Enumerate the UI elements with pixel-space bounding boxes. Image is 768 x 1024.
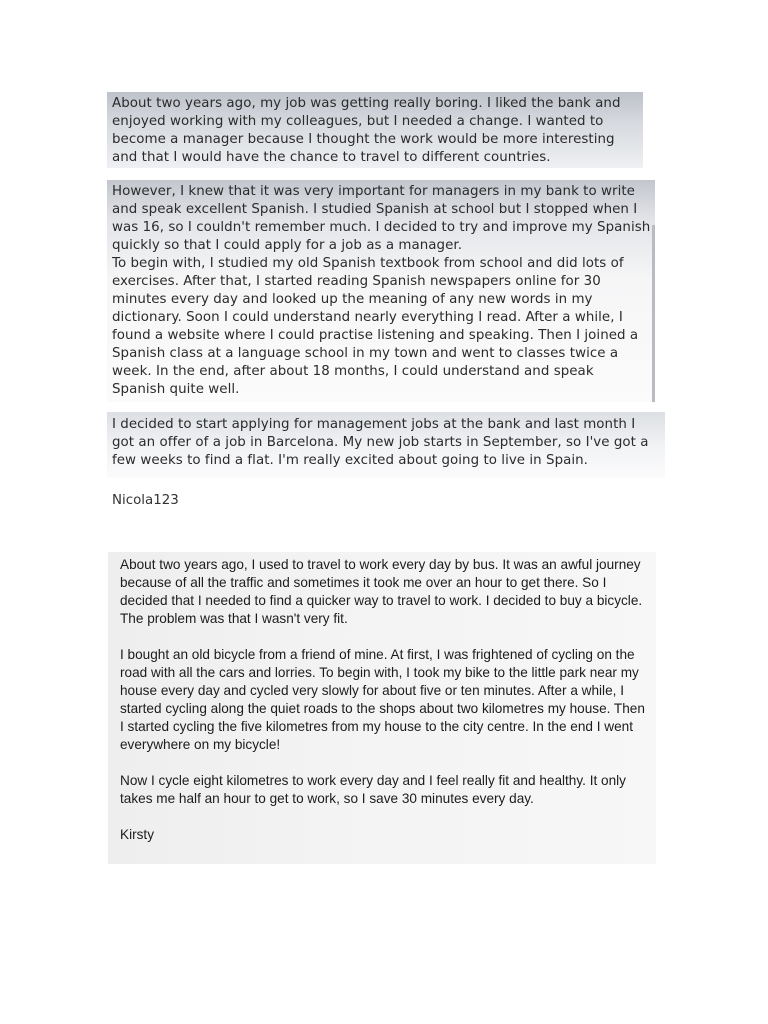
- kirsty-paragraph-2: I bought an old bicycle from a friend of mine. At first, I was frightened of cycling on the road with all the cars and lorries. To begin with, I took my bike to the little park near my house every day and cycled very slowly for about five or ten minutes. After a while, I started cycling along the quiet roads to the shops about two kilometres my house. Then I started cycling the five kilometres from my house to the city centre. In the end I went everywhere on my bicycle!: [120, 647, 645, 752]
- nicola-paragraph-3: [107, 412, 665, 478]
- nicola-paragraph-1: [107, 92, 643, 168]
- nicola-paragraph-1-text: About two years ago, my job was getting really boring. I liked the bank and enjoyed working with my colleagues, but I needed a change. I wanted to become a manager because I thought the work would be more interesting and that I would have the chance to travel to different countries.: [112, 96, 621, 165]
- nicola-signature: Nicola123: [112, 493, 179, 508]
- kirsty-story: [108, 552, 656, 864]
- nicola-paragraph-2: [107, 180, 655, 402]
- nicola-paragraph-3-text: I decided to start applying for management jobs at the bank and last month I got an offer of a job in Barcelona. My new job starts in September, so I've got a few weeks to find a flat. I'm really excited about going to live in Spain.: [112, 417, 649, 468]
- nicola-paragraph-2a-text: However, I knew that it was very important for managers in my bank to write and speak excellent Spanish. I studied Spanish at school but I stopped when I was 16, so I couldn't remember much. I decided to try and improve my Spanish quickly so that I could apply for a job as a manager.: [112, 184, 651, 253]
- kirsty-paragraph-3: Now I cycle eight kilometres to work every day and I feel really fit and healthy. It only takes me half an hour to get to work, so I save 30 minutes every day.: [120, 773, 626, 806]
- kirsty-paragraph-1: About two years ago, I used to travel to work every day by bus. It was an awful journey because of all the traffic and sometimes it took me over an hour to get there. So I decided that I needed to find a quicker way to travel to work. I decided to buy a bicycle. The problem was that I wasn't very fit.: [120, 557, 643, 626]
- scan-edge-divider: [652, 225, 655, 402]
- kirsty-signature: Kirsty: [120, 827, 154, 842]
- nicola-paragraph-2b-text: To begin with, I studied my old Spanish textbook from school and did lots of exercises. After that, I started reading Spanish newspapers online for 30 minutes every day and looked up the meaning of any new words in my dictionary. Soon I could understand nearly everything I read. After a while, I found a website where I could practise listening and speaking. Then I joined a Spanish class at a language school in my town and went to classes twice a week. In the end, after about 18 months, I could understand and speak Spanish quite well.: [112, 256, 639, 397]
